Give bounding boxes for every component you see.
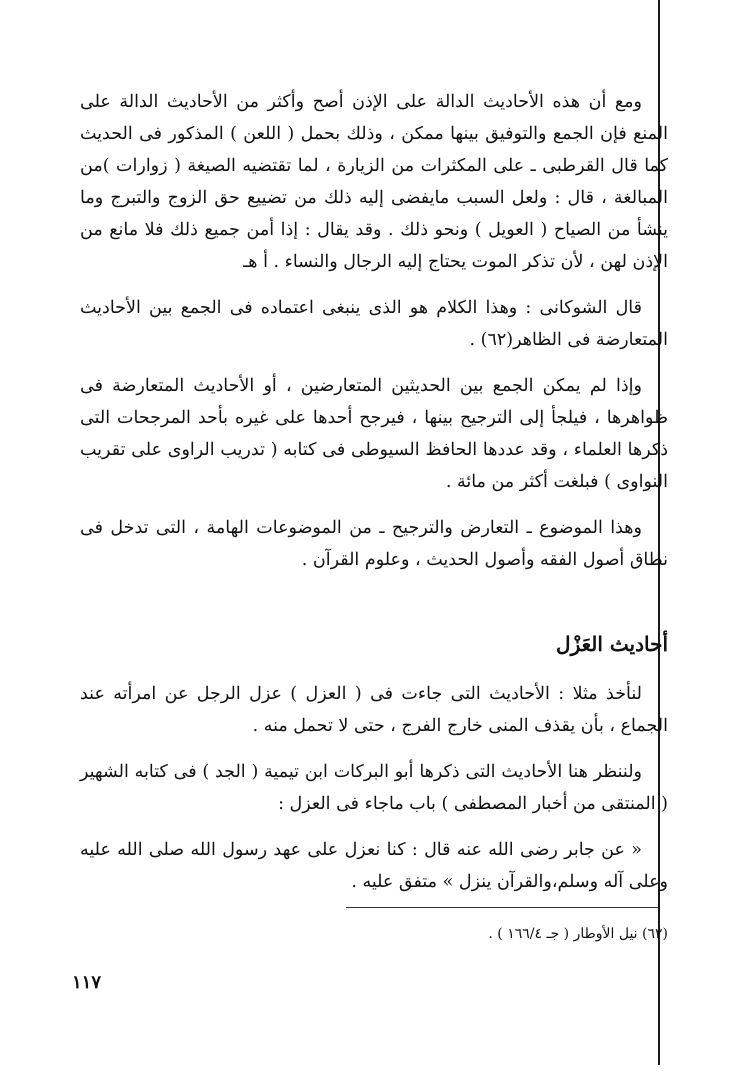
page-number: ١١٧	[72, 972, 102, 993]
paragraph-5: لنأخذ مثلا : الأحاديث التى جاءت فى ( العزل ) عزل الرجل عن امرأته عند الجماع ، بأن يقذف المنى خارج الفرج ، حتى لا تحمل منه .	[80, 684, 668, 736]
footnote: (٦٢) نيل الأوطار ( جـ ١٦٦/٤ ) .	[488, 926, 668, 942]
main-text	[80, 86, 668, 912]
paragraph-7: « عن جابر رضى الله عنه قال : كنا نعزل على عهد رسول الله صلى الله عليه وعلى آله وسلم،والقرآن ينزل » متفق عليه .	[80, 840, 668, 892]
section-heading: أحاديث العَزْل	[556, 632, 668, 656]
paragraph-4: وهذا الموضوع ـ التعارض والترجيح ـ من الموضوعات الهامة ، التى تدخل فى نطاق أصول الفقه وأصول الحديث ، وعلوم القرآن .	[80, 518, 668, 570]
paragraph-3: وإذا لم يمكن الجمع بين الحديثين المتعارضين ، أو الأحاديث المتعارضة فى ظواهرها ، فيلجأ إلى الترجيح بينها ، فيرجح أحدها على غيره بأحد المرجحات التى ذكرها العلماء ، وقد عددها الحافظ السيوطى فى كتابه ( تدريب الراوى على تقريب النواوى ) فبلغت أكثر من مائة .	[80, 376, 668, 492]
paragraph-6: ولننظر هنا الأحاديث التى ذكرها أبو البركات ابن تيمية ( الجد ) فى كتابه الشهير ( المنتقى من أخبار المصطفى ) باب ماجاء فى العزل :	[80, 762, 668, 814]
footnote-divider	[346, 907, 658, 908]
paragraph-2: قال الشوكانى : وهذا الكلام هو الذى ينبغى اعتماده فى الجمع بين الأحاديث المتعارضة فى الظاهر(٦٢) .	[80, 298, 668, 350]
paragraph-1: ومع أن هذه الأحاديث الدالة على الإذن أصح وأكثر من الأحاديث الدالة على المنع فإن الجمع والتوفيق بينها ممكن ، وذلك بحمل ( اللعن ) المذكور فى الحديث كما قال القرطبى ـ على المكثرات من الزيارة ، لما تقتضيه الصيغة ( زوارات )من المبالغة ، قال : ولعل السبب مايفضى إليه ذلك من تضييع حق الزوج والتبرج وما ينشأ من الصياح ( العويل ) ونحو ذلك . وقد يقال : إذا أمن جميع ذلك فلا مانع من الإذن لهن ، لأن تذكر الموت يحتاج إليه الرجال والنساء . أ هـ	[80, 92, 668, 272]
